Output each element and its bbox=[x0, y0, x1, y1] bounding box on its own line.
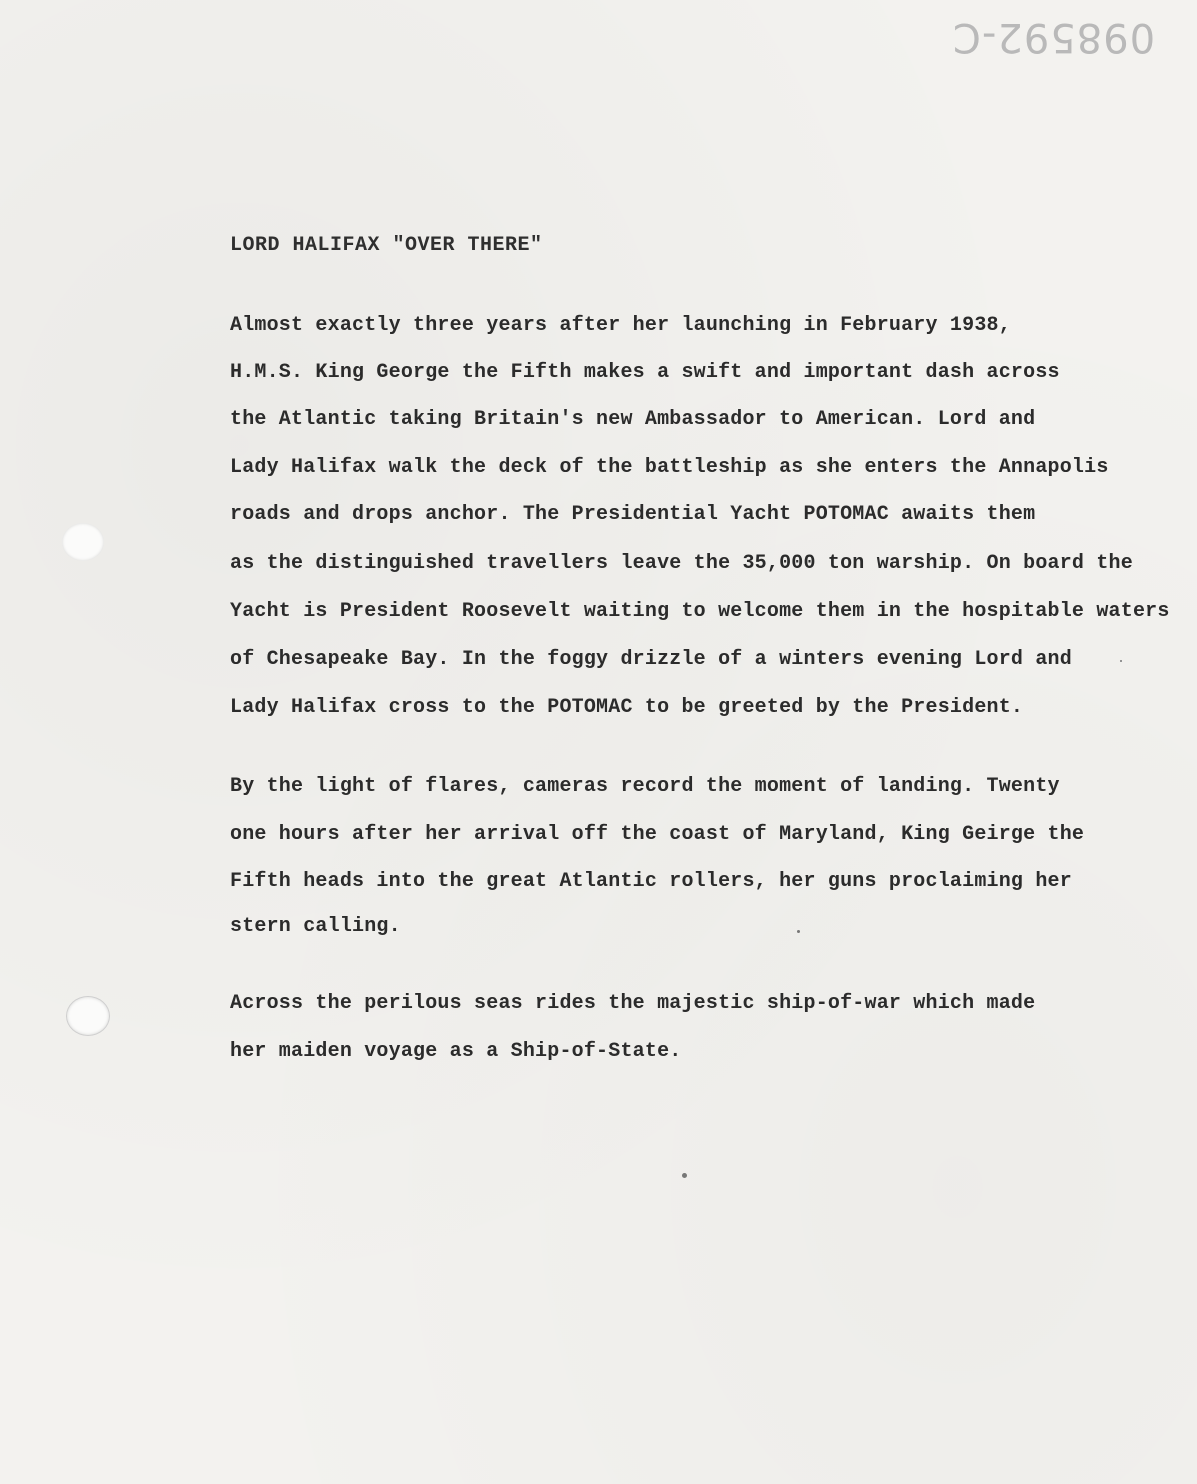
paragraph-1-line: Yacht is President Roosevelt waiting to welcome them in the hospitable waters bbox=[230, 600, 1170, 623]
ink-speck bbox=[1120, 660, 1122, 662]
reference-number: 098592-C bbox=[952, 14, 1156, 60]
paragraph-2-line: stern calling. bbox=[230, 915, 401, 938]
paragraph-1-line: as the distinguished travellers leave the 35,000 ton warship. On board the bbox=[230, 552, 1133, 575]
document-title: LORD HALIFAX "OVER THERE" bbox=[230, 234, 543, 257]
paragraph-3-line: her maiden voyage as a Ship-of-State. bbox=[230, 1040, 682, 1063]
paragraph-1-line: of Chesapeake Bay. In the foggy drizzle of a winters evening Lord and bbox=[230, 648, 1072, 671]
ink-speck bbox=[682, 1173, 687, 1178]
paragraph-1-line: the Atlantic taking Britain's new Ambassador to American. Lord and bbox=[230, 408, 1036, 431]
paragraph-1-line: Almost exactly three years after her launching in February 1938, bbox=[230, 314, 1011, 337]
paragraph-2-line: Fifth heads into the great Atlantic rollers, her guns proclaiming her bbox=[230, 870, 1072, 893]
paragraph-1-line: roads and drops anchor. The Presidential Yacht POTOMAC awaits them bbox=[230, 503, 1036, 526]
punch-hole bbox=[66, 996, 110, 1036]
paragraph-2-line: one hours after her arrival off the coast of Maryland, King Geirge the bbox=[230, 823, 1085, 846]
paragraph-3-line: Across the perilous seas rides the majestic ship-of-war which made bbox=[230, 992, 1036, 1015]
punch-hole bbox=[62, 523, 104, 561]
paragraph-2-line: By the light of flares, cameras record the moment of landing. Twenty bbox=[230, 775, 1060, 798]
ink-speck bbox=[797, 930, 800, 933]
paragraph-1-line: Lady Halifax walk the deck of the battleship as she enters the Annapolis bbox=[230, 456, 1109, 479]
paragraph-1-line: H.M.S. King George the Fifth makes a swift and important dash across bbox=[230, 361, 1060, 384]
paragraph-1-line: Lady Halifax cross to the POTOMAC to be greeted by the President. bbox=[230, 696, 1024, 719]
